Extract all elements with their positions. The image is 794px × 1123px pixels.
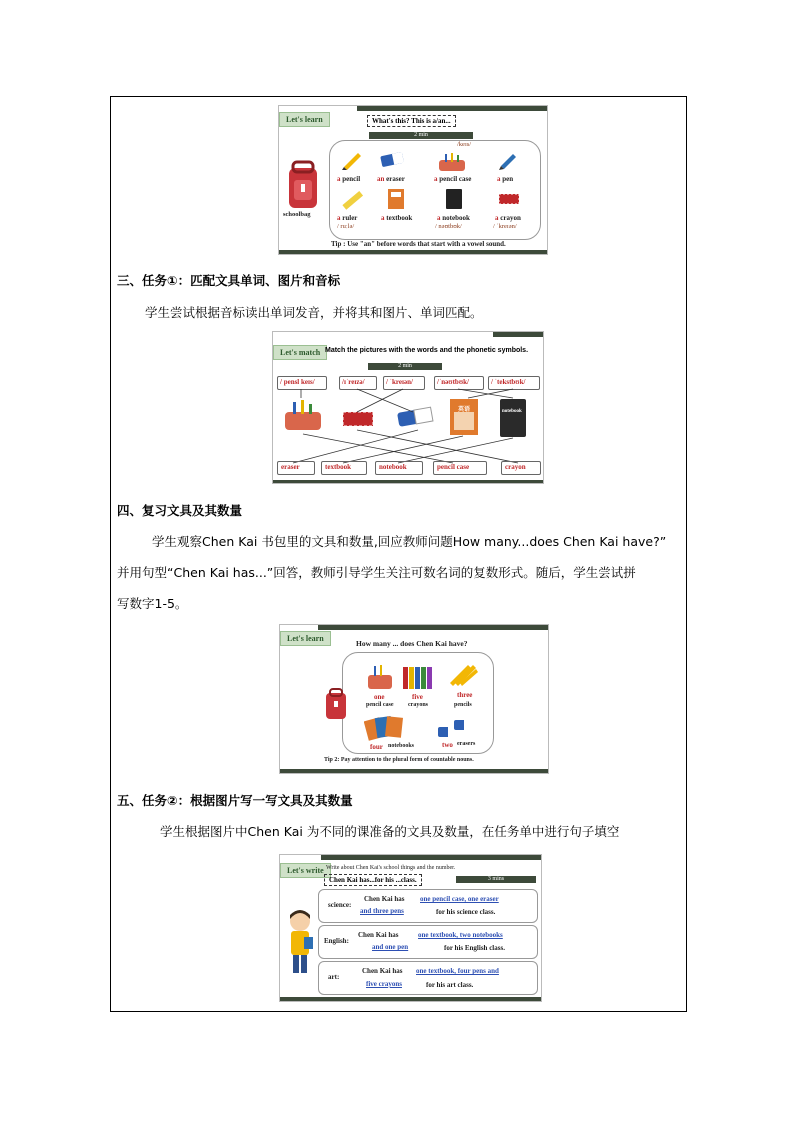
- word-pencils: pencils: [454, 702, 472, 708]
- item-label-pencil: a pencil: [337, 175, 361, 183]
- subject-science: science:: [328, 901, 352, 909]
- phonetic-notebook: / nəʊtbʊk/: [435, 223, 462, 230]
- number-two: two: [442, 741, 453, 749]
- subject-english: English:: [324, 937, 349, 945]
- slide-lets-learn-stationery: [278, 105, 548, 255]
- number-three: three: [457, 691, 473, 699]
- slide-tip: Tip 2: Pay attention to the plural form of countable nouns.: [324, 757, 474, 763]
- section4-line2: 并用句型“Chen Kai has...”回答，教师引导学生关注可数名词的复数形式。随后，学生尝试拼: [117, 565, 636, 580]
- slide-tag: Let's learn: [280, 631, 331, 646]
- slide-bottom-bar: [279, 250, 547, 254]
- phonetic-case: /keɪs/: [457, 141, 472, 148]
- section4-line3: 写数字1-5。: [117, 596, 188, 611]
- section3-desc: 学生尝试根据音标读出单词发音，并将其和图片、单词匹配。: [145, 305, 483, 320]
- answer-art-2: five crayons: [366, 980, 402, 988]
- item-label-crayon: a crayon: [495, 214, 521, 222]
- item-label-ruler: a ruler: [337, 214, 358, 222]
- schoolbag-icon: [285, 158, 321, 214]
- word-erasers: erasers: [457, 741, 476, 747]
- pencil-case-icon: [366, 663, 394, 691]
- erasers-icon: [436, 717, 476, 741]
- ruler-icon: [341, 190, 363, 212]
- phonetic-4: /ˈnəʊtbʊk/: [437, 378, 469, 386]
- slide-lets-match: [272, 331, 544, 484]
- word-pencil-case: pencil case: [437, 463, 470, 471]
- pencils-icon: [448, 663, 478, 687]
- phonetic-3: / ˈkreɪən/: [386, 378, 413, 386]
- section3-heading: 三、任务①：匹配文具单词、图片和音标: [117, 273, 341, 288]
- slide-tag: Let's learn: [279, 112, 330, 127]
- item-label-notebook: a notebook: [437, 214, 470, 222]
- slide-tag: Let's write: [280, 863, 331, 878]
- item-label-pen: a pen: [497, 175, 514, 183]
- answer-art-1: one textbook, four pens and: [416, 967, 499, 975]
- notebooks-icon: [364, 713, 408, 741]
- schoolbag-icon: [324, 687, 348, 721]
- slide-top-bar: [357, 106, 547, 111]
- crayon-icon: [497, 190, 521, 208]
- section4-line1: 学生观察Chen Kai 书包里的文具和数量,回应教师问题How many...does Chen Kai have?”: [152, 534, 667, 549]
- slide-how-many: [279, 624, 549, 774]
- sentence-end: for his art class.: [426, 981, 474, 989]
- number-five: five: [412, 693, 423, 701]
- word-crayons: crayons: [408, 702, 428, 708]
- crayons-icon: [402, 661, 434, 691]
- word-eraser: eraser: [281, 463, 300, 471]
- slide-top-bar: [321, 855, 541, 860]
- sentence-start: Chen Kai has: [364, 895, 405, 903]
- slide-bottom-bar: [280, 997, 541, 1001]
- notebook-icon: [445, 188, 463, 210]
- phonetic-crayon: / ˈkreɪən/: [493, 223, 517, 230]
- sentence-frame: Chen Kai has...for his ...class.: [324, 874, 422, 886]
- answer-english-1: one textbook, two notebooks: [418, 931, 503, 939]
- pencil-icon: [341, 148, 363, 170]
- word-notebook: notebook: [379, 463, 407, 471]
- item-label-eraser: an eraser: [377, 175, 405, 183]
- slide-lets-write: [279, 854, 542, 1002]
- write-instruction: Write about Chen Kai's school things and the number.: [326, 865, 456, 871]
- subject-art: art:: [328, 973, 340, 981]
- schoolbag-label: schoolbag: [283, 211, 311, 218]
- boy-icon: [284, 907, 316, 977]
- textbook-title: 英语: [458, 407, 471, 413]
- eraser-icon: [379, 150, 405, 168]
- slide-bottom-bar: [273, 480, 543, 483]
- number-four: four: [370, 743, 383, 751]
- match-instruction: Match the pictures with the words and the phonetic symbols.: [325, 347, 529, 354]
- word-textbook: textbook: [325, 463, 352, 471]
- section5-heading: 五、任务②：根据图片写一写文具及其数量: [117, 793, 353, 808]
- sentence-start: Chen Kai has: [362, 967, 403, 975]
- word-notebooks: notebooks: [388, 743, 415, 749]
- textbook-icon: [387, 188, 405, 210]
- sentence-end: for his English class.: [444, 944, 505, 952]
- word-crayon: crayon: [505, 463, 526, 471]
- item-label-pencil-case: a pencil case: [434, 175, 472, 183]
- slide-tip: Tip : Use "an" before words that start with a vowel sound.: [331, 240, 506, 248]
- timer-bar: 3 mins: [456, 876, 536, 883]
- slide-question: How many ... does Chen Kai have?: [356, 639, 468, 648]
- section4-heading: 四、复习文具及其数量: [117, 503, 243, 518]
- timer-bar: 2 min: [369, 132, 473, 139]
- answer-science-2: and three pens: [360, 907, 404, 915]
- answer-science-1: one pencil case, one eraser: [420, 895, 499, 903]
- slide-question: What's this? This is a/an...: [367, 115, 456, 127]
- sentence-start: Chen Kai has: [358, 931, 399, 939]
- pen-icon: [497, 148, 519, 170]
- slide-bottom-bar: [280, 769, 548, 773]
- phonetic-2: /ɪˈreɪzə/: [342, 378, 365, 386]
- item-label-textbook: a textbook: [381, 214, 413, 222]
- pencil-case-icon: [437, 152, 467, 172]
- answer-english-2: and one pen: [372, 943, 409, 951]
- timer-bar: 2 min: [368, 363, 442, 370]
- sentence-end: for his science class.: [436, 908, 496, 916]
- section5-desc: 学生根据图片中Chen Kai 为不同的课准备的文具及数量，在任务单中进行句子填空: [160, 824, 620, 839]
- word-pencil-case: pencil case: [366, 702, 394, 708]
- slide-top-bar: [318, 625, 548, 630]
- notebook-cover-label: notebook: [502, 409, 522, 414]
- phonetic-1: / pensl keɪs/: [280, 378, 315, 386]
- slide-tag: Let's match: [273, 345, 327, 360]
- phonetic-ruler: / ruːlə/: [337, 223, 355, 230]
- number-one: one: [374, 693, 385, 701]
- phonetic-5: / ˈtekstbʊk/: [491, 378, 526, 386]
